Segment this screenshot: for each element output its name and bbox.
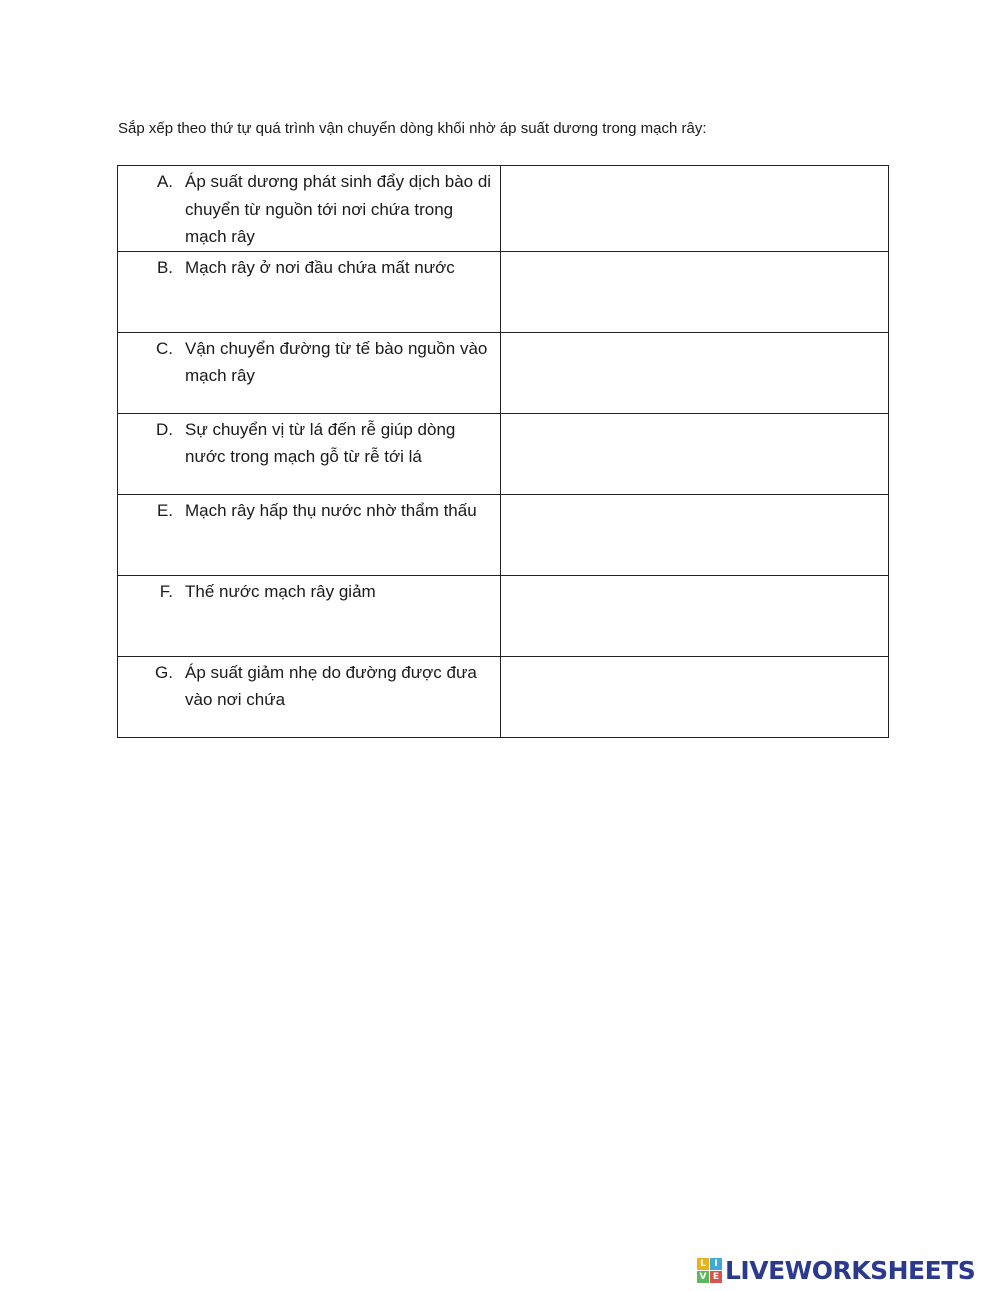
answer-slot[interactable] (501, 576, 888, 656)
answer-cell[interactable] (501, 166, 889, 252)
item-text: Sự chuyển vị từ lá đến rễ giúp dòng nước trong mạch gỗ từ rễ tới lá (185, 419, 456, 466)
item-text: Mạch rây hấp thụ nước nhờ thẩm thấu (185, 500, 477, 520)
logo-block: V (697, 1271, 709, 1283)
item-letter: B. (156, 257, 173, 277)
item-text: Mạch rây ở nơi đầu chứa mất nước (185, 257, 455, 277)
table-row (118, 332, 889, 413)
answer-cell[interactable] (501, 656, 889, 737)
table-row (118, 575, 889, 656)
list-item (118, 252, 500, 282)
answer-cell[interactable] (501, 575, 889, 656)
list-item (118, 495, 500, 525)
answer-slot[interactable] (501, 657, 888, 737)
answer-slot[interactable] (501, 252, 888, 332)
item-letter: E. (156, 500, 173, 520)
instruction-text: Sắp xếp theo thứ tự quá trình vận chuyển dòng khối nhờ áp suất dương trong mạch rây: (118, 120, 707, 137)
answer-cell[interactable] (501, 251, 889, 332)
table-row (118, 166, 889, 252)
answer-cell[interactable] (501, 332, 889, 413)
item-letter: G. (155, 662, 173, 682)
table-row (118, 656, 889, 737)
item-text: Áp suất giảm nhẹ do đường được đưa vào nơi chứa (185, 662, 477, 709)
logo-block: L (697, 1258, 709, 1270)
item-letter: F. (159, 581, 173, 601)
item-cell (118, 575, 501, 656)
table-row (118, 494, 889, 575)
list-item (118, 333, 500, 390)
answer-cell[interactable] (501, 494, 889, 575)
item-cell (118, 251, 501, 332)
list-item (118, 657, 500, 714)
item-cell (118, 413, 501, 494)
logo-text: LIVEWORKSHEETS (725, 1255, 976, 1285)
item-text: Áp suất dương phát sinh đẩy dịch bào di chuyển từ nguồn tới nơi chứa trong mạch rây (185, 172, 492, 246)
item-letter: C. (156, 338, 173, 358)
list-item (118, 166, 500, 251)
live-blocks-icon (697, 1258, 722, 1283)
logo-block: I (710, 1258, 722, 1270)
answer-slot[interactable] (501, 495, 888, 575)
item-letter: A. (156, 172, 173, 191)
item-cell (118, 656, 501, 737)
item-text: Vận chuyển đường từ tế bào nguồn vào mạch rây (185, 338, 488, 385)
item-text: Thế nước mạch rây giảm (185, 581, 376, 601)
item-cell (118, 166, 501, 252)
item-letter: D. (156, 419, 173, 439)
answer-slot[interactable] (501, 414, 888, 494)
answer-cell[interactable] (501, 413, 889, 494)
answer-slot[interactable] (501, 333, 888, 413)
item-cell (118, 332, 501, 413)
list-item (118, 414, 500, 471)
table-row (118, 251, 889, 332)
table-row (118, 413, 889, 494)
ordering-table (117, 165, 889, 738)
list-item (118, 576, 500, 606)
logo-block: E (710, 1271, 722, 1283)
liveworksheets-logo (697, 1255, 975, 1285)
answer-slot[interactable] (501, 166, 888, 251)
item-cell (118, 494, 501, 575)
